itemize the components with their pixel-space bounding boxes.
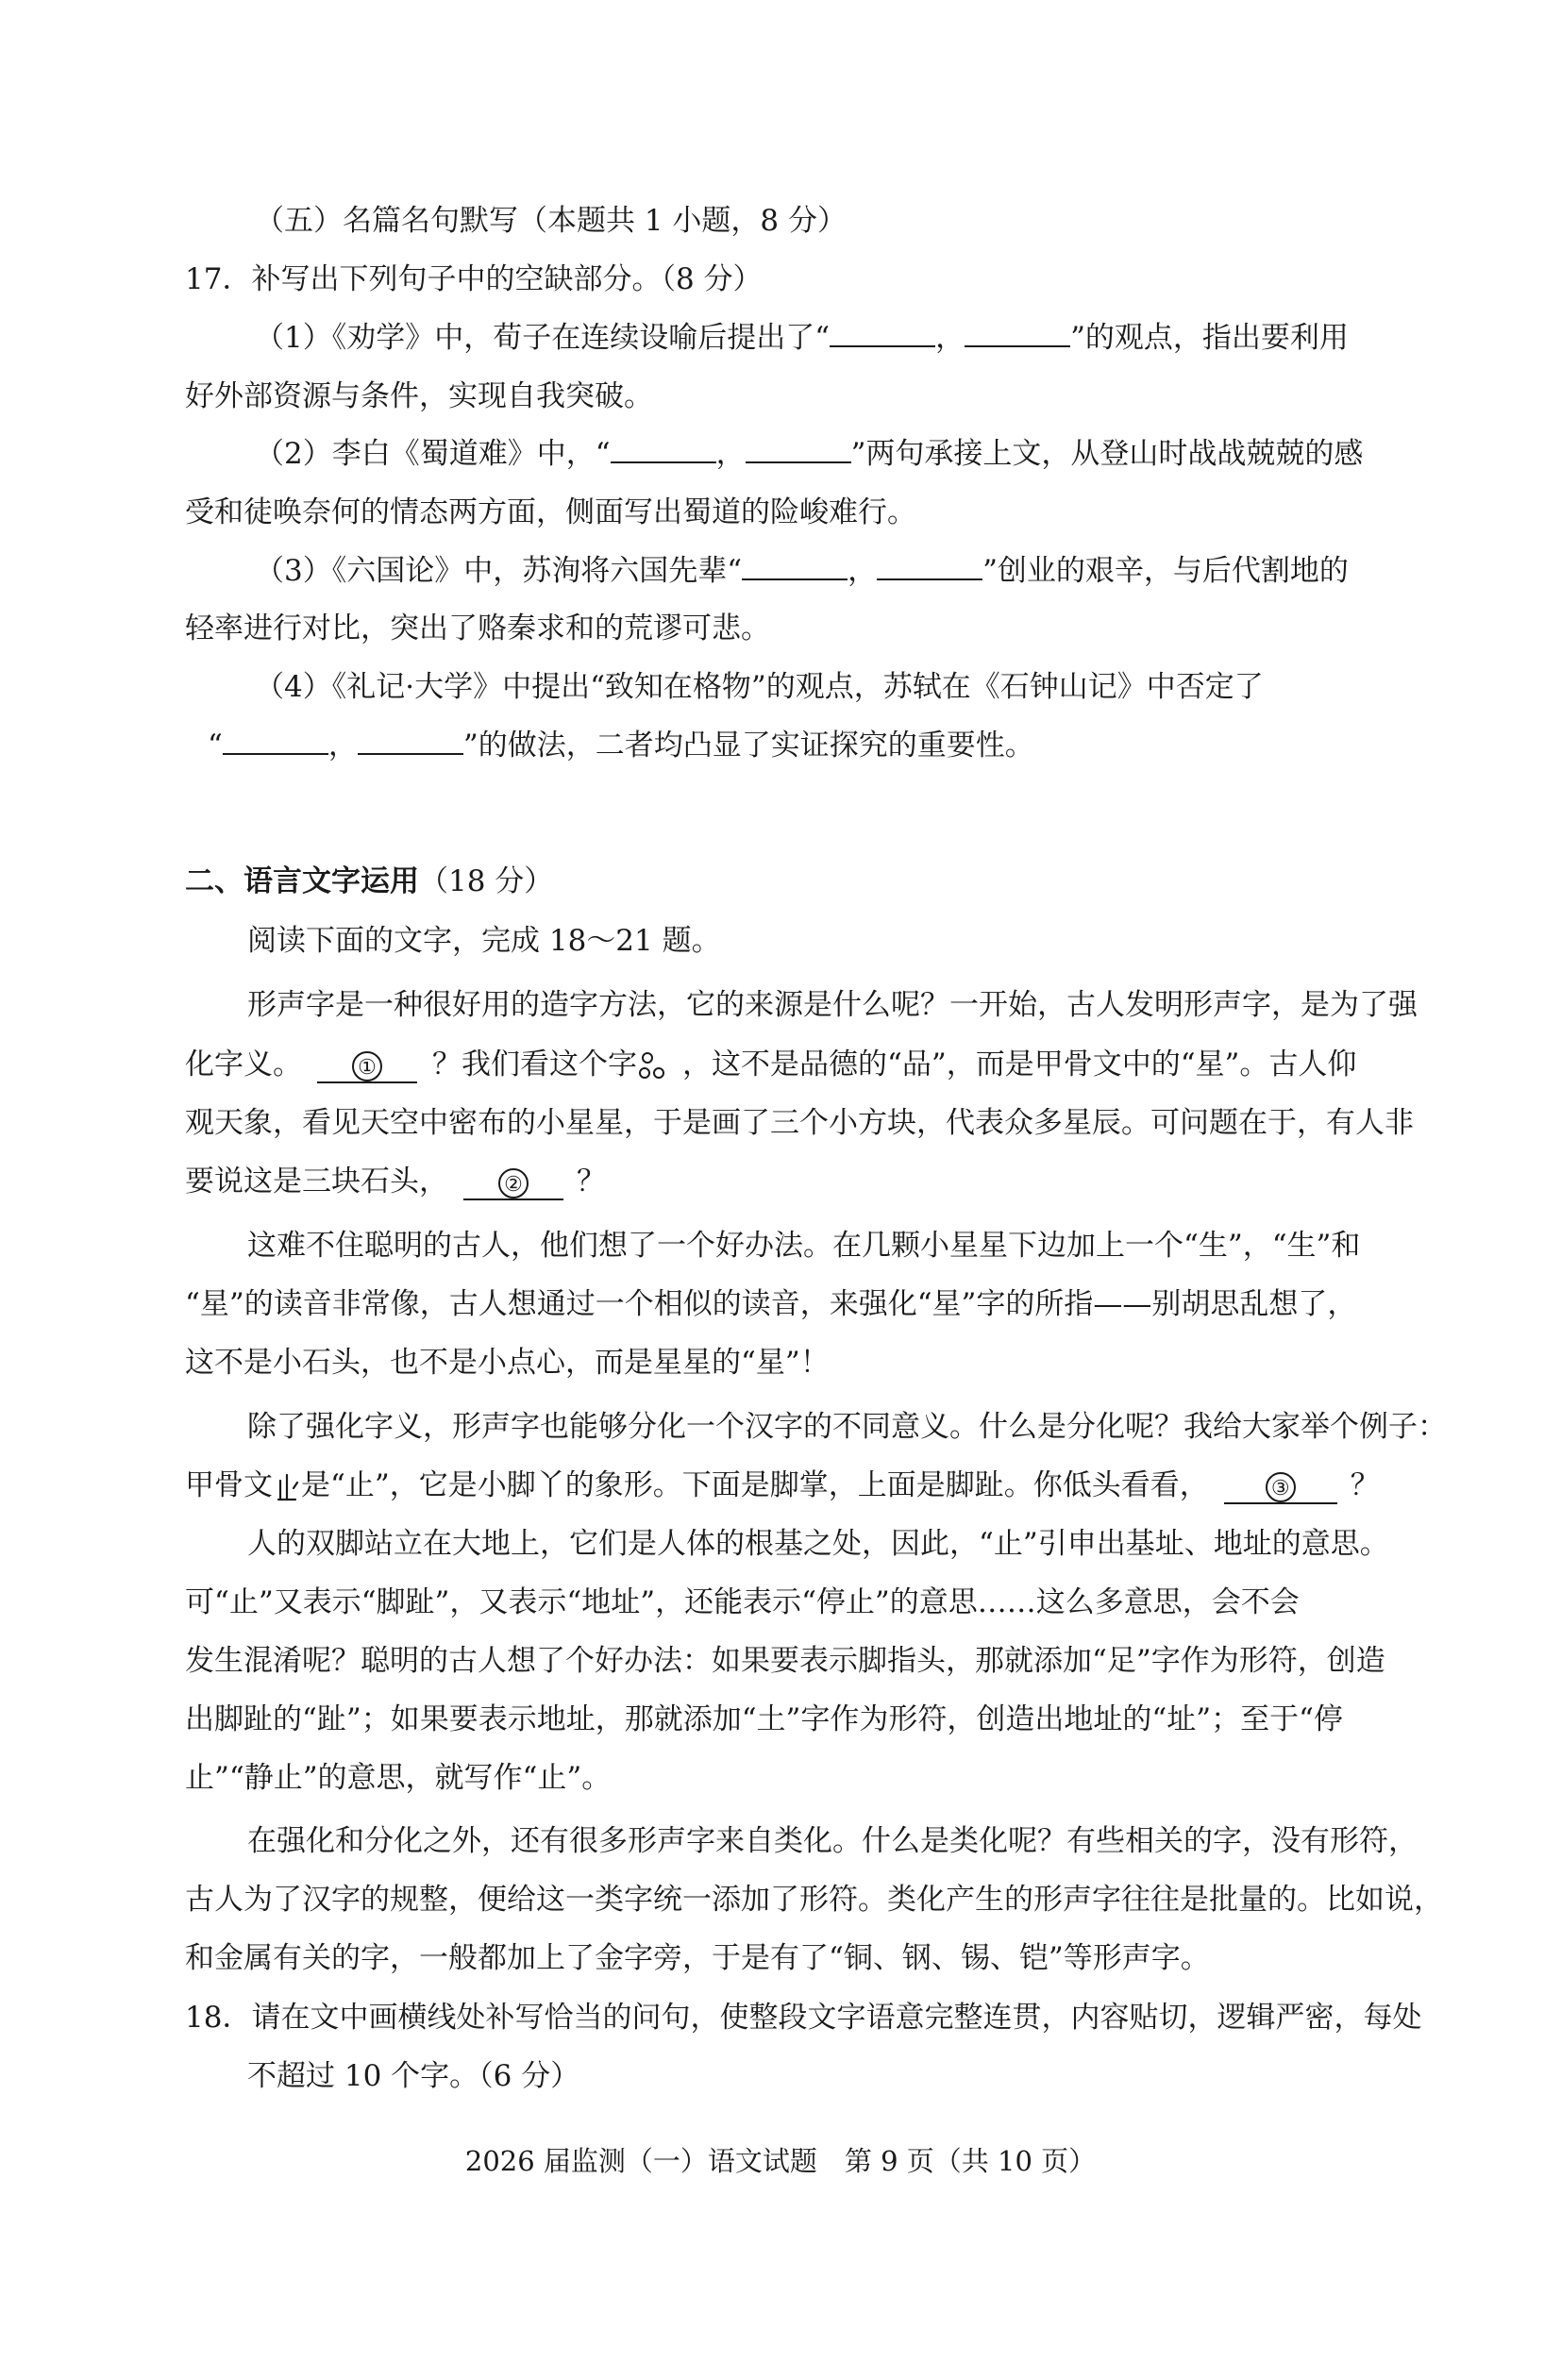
passage-line: 和金属有关的字，一般都加上了金字旁，于是有了“铜、钢、锡、铠”等形声字。 bbox=[185, 1941, 1210, 1975]
passage-line: 这难不住聪明的古人，他们想了一个好办法。在几颗小星星下边加上一个“生”，“生”和 bbox=[247, 1229, 1361, 1263]
oracle-star-glyph bbox=[637, 1050, 682, 1082]
passage-line: 止”“静止”的意思，就写作“止”。 bbox=[185, 1761, 612, 1795]
q17-item-2-line-2: 受和徒唤奈何的情态两方面，侧面写出蜀道的险峻难行。 bbox=[185, 495, 916, 529]
section-heading-5: （五）名篇名句默写（本题共 1 小题，8 分） bbox=[255, 204, 848, 238]
passage-line: 可“止”又表示“脚趾”，又表示“地址”，还能表示“停止”的意思……这么多意思，会不会 bbox=[185, 1585, 1300, 1619]
oracle-foot-glyph bbox=[273, 1471, 301, 1503]
blank-2[interactable] bbox=[463, 1166, 563, 1200]
question-18-line-2: 不超过 10 个字。（6 分） bbox=[247, 2059, 580, 2093]
answer-blank[interactable] bbox=[965, 325, 1070, 347]
answer-blank[interactable] bbox=[611, 441, 716, 463]
question-18-line-1: 18．请在文中画横线处补写恰当的问句，使整段文字语意完整连贯，内容贴切，逻辑严密，每处 bbox=[185, 2001, 1422, 2035]
marker-2: ② bbox=[498, 1168, 529, 1198]
q17-item-3-line-1: （3）《六国论》中，苏洵将六国先辈“ ， ”创业的艰辛，与后代割地的 bbox=[255, 554, 1349, 588]
answer-blank[interactable] bbox=[358, 732, 463, 755]
passage-line: 发生混淆呢？聪明的古人想了个好办法：如果要表示脚指头，那就添加“足”字作为形符，创造 bbox=[185, 1644, 1385, 1678]
section-heading-2: 二、语言文字运用（18 分） bbox=[185, 864, 554, 898]
reading-intro: 阅读下面的文字，完成 18～21 题。 bbox=[247, 924, 721, 958]
q17-item-4-line-1: （4）《礼记·大学》中提出“致知在格物”的观点，苏轼在《石钟山记》中否定了 bbox=[255, 670, 1264, 704]
marker-3: ③ bbox=[1266, 1472, 1296, 1502]
passage-line: 观天象，看见天空中密布的小星星，于是画了三个小方块，代表众多星辰。可问题在于，有人非 bbox=[185, 1106, 1414, 1140]
answer-blank[interactable] bbox=[742, 558, 848, 580]
marker-1: ① bbox=[352, 1051, 382, 1081]
answer-blank[interactable] bbox=[223, 732, 328, 755]
passage-line: 这不是小石头，也不是小点心，而是星星的“星”！ bbox=[185, 1346, 830, 1380]
q17-item-1-line-2: 好外部资源与条件，实现自我突破。 bbox=[185, 379, 653, 413]
passage-line: 甲骨文 是“止”，它是小脚丫的象形。下面是脚掌，上面是脚趾。你低头看看， ③ ？ bbox=[185, 1468, 1380, 1502]
q17-item-1-line-1: （1）《劝学》中，荀子在连续设喻后提出了“ ， ”的观点，指出要利用 bbox=[255, 321, 1349, 355]
question-17: 17．补写出下列句子中的空缺部分。（8 分） bbox=[185, 262, 763, 296]
passage-line: 除了强化字义，形声字也能够分化一个汉字的不同意义。什么是分化呢？我给大家举个例子： bbox=[247, 1410, 1447, 1444]
q17-item-4-line-2: “ ， ”的做法，二者均凸显了实证探究的重要性。 bbox=[208, 729, 1034, 763]
answer-blank[interactable] bbox=[746, 441, 851, 463]
passage-line: 在强化和分化之外，还有很多形声字来自类化。什么是类化呢？有些相关的字，没有形符， bbox=[247, 1824, 1418, 1858]
passage-line: 人的双脚站立在大地上，它们是人体的根基之处，因此，“止”引申出基址、地址的意思。 bbox=[247, 1527, 1389, 1561]
blank-1[interactable] bbox=[317, 1049, 417, 1083]
passage-line: 要说这是三块石头， ② ？ bbox=[185, 1165, 606, 1198]
passage-line: “星”的读音非常像，古人想通过一个相似的读音，来强化“星”字的所指——别胡思乱想了， bbox=[185, 1287, 1357, 1321]
blank-3[interactable] bbox=[1224, 1470, 1337, 1504]
q17-item-3-line-2: 轻率进行对比，突出了赂秦求和的荒谬可悲。 bbox=[185, 612, 770, 645]
answer-blank[interactable] bbox=[877, 558, 982, 580]
q17-item-2-line-1: （2）李白《蜀道难》中，“ ， ”两句承接上文，从登山时战战兢兢的感 bbox=[255, 437, 1364, 471]
passage-line: 古人为了汉字的规整，便给这一类字统一添加了形符。类化产生的形声字往往是批量的。比如说， bbox=[185, 1883, 1443, 1917]
passage-line: 形声字是一种很好用的造字方法，它的来源是什么呢？一开始，古人发明形声字，是为了强 bbox=[247, 988, 1418, 1022]
page-footer: 2026 届监测（一）语文试题 第 9 页（共 10 页） bbox=[464, 2145, 1097, 2177]
passage-line: 化字义。 ① ？我们看这个字 ，这不是品德的“品”，而是甲骨文中的“星”。古人仰 bbox=[185, 1048, 1357, 1081]
passage-line: 出脚趾的“趾”；如果要表示地址，那就添加“土”字作为形符，创造出地址的“址”；至于“停 bbox=[185, 1702, 1343, 1736]
answer-blank[interactable] bbox=[830, 325, 935, 347]
